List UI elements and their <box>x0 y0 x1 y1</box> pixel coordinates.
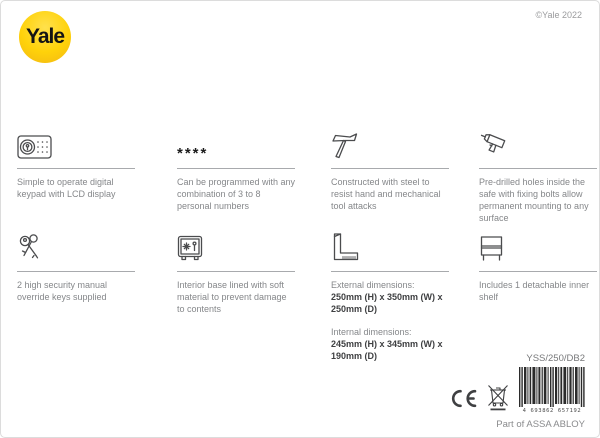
divider <box>331 168 449 169</box>
feature-text: Pre-drilled holes inside the safe with fixing bolts allow permanent mounting to any surface <box>479 177 589 223</box>
compliance-marks-row <box>449 367 585 414</box>
feature-text: 2 high security manual override keys supplied <box>17 280 108 302</box>
internal-dimensions-label: Internal dimensions: <box>331 327 412 337</box>
feature-text: Simple to operate digital keypad with LCD display <box>17 177 116 199</box>
asterisks-text: **** <box>177 145 209 162</box>
barcode-digits: 4 693862 657192 <box>522 408 582 414</box>
feature-steel-construction <box>331 121 451 224</box>
external-dimensions-label: External dimensions: <box>331 280 415 290</box>
keys-icon <box>17 224 137 262</box>
feature-override-keys <box>17 224 137 362</box>
footer-block <box>449 353 585 430</box>
shelf-icon <box>479 224 599 262</box>
yale-logo-text: Yale <box>25 25 65 48</box>
feature-text: Includes 1 detachable inner shelf <box>479 280 590 302</box>
ce-mark-icon <box>449 389 477 408</box>
divider <box>479 168 597 169</box>
feature-inner-shelf <box>479 224 599 362</box>
feature-programmable-code <box>177 121 297 224</box>
model-number: YSS/250/DB2 <box>526 353 585 364</box>
divider <box>177 271 295 272</box>
divider <box>17 168 135 169</box>
keypad-icon <box>17 121 137 159</box>
assa-abloy-text: Part of ASSA ABLOY <box>496 419 585 430</box>
divider <box>331 271 449 272</box>
external-dimensions-value: 250mm (H) x 350mm (W) x 250mm (D) <box>331 292 443 314</box>
internal-dimensions-value: 245mm (H) x 345mm (W) x 190mm (D) <box>331 339 443 361</box>
yale-logo <box>19 11 71 63</box>
feature-text: Interior base lined with soft material to prevent damage to contents <box>177 280 287 314</box>
feature-digital-keypad <box>17 121 137 224</box>
feature-lined-base <box>177 224 297 362</box>
feature-dimensions <box>331 224 451 362</box>
feature-grid <box>17 121 600 362</box>
feature-pre-drilled-holes <box>479 121 599 224</box>
drill-icon <box>479 121 599 159</box>
divider <box>479 271 597 272</box>
asterisks-glyph <box>177 121 297 162</box>
feature-text: Can be programmed with any combination of 3 to 8 personal numbers <box>177 177 296 211</box>
feature-text: Constructed with steel to resist hand and mechanical tool attacks <box>331 177 441 211</box>
divider <box>17 271 135 272</box>
safe-icon <box>177 224 297 262</box>
ruler-square-icon <box>331 224 451 262</box>
weee-crossed-bin-icon <box>487 383 509 412</box>
copyright-text: ©Yale 2022 <box>535 10 582 20</box>
divider <box>177 168 295 169</box>
barcode-bars <box>519 367 585 407</box>
barcode <box>519 367 585 414</box>
hammer-icon <box>331 121 451 159</box>
